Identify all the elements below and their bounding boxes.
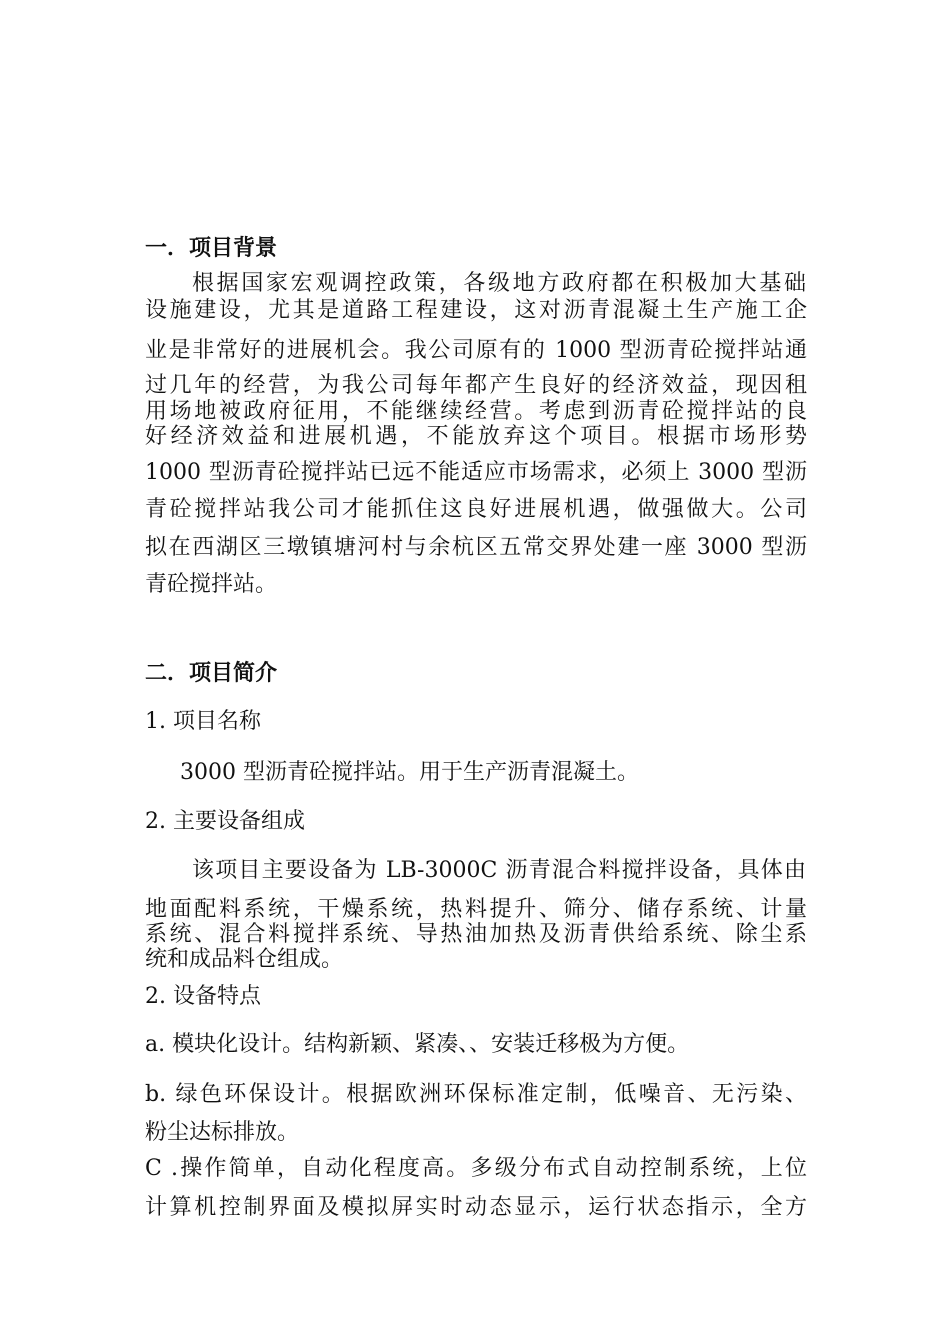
paragraph-line: 好经济效益和进展机遇，不能放弃这个项目。根据市场形势 [145,424,807,449]
feature-c-line: C .操作简单，自动化程度高。多级分布式自动控制系统，上位 [145,1156,807,1181]
paragraph-line: 地面配料系统，干燥系统，热料提升、筛分、储存系统、计量 [145,897,807,922]
paragraph-line: 拟在西湖区三墩镇塘河村与余杭区五常交界处建一座 3000 型沥 [145,535,807,560]
paragraph-line: 青砼搅拌站我公司才能抓住这良好进展机遇，做强做大。公司 [145,497,807,522]
item-2-title: 2. 主要设备组成 [145,809,305,834]
feature-b-line: b. 绿色环保设计。根据欧洲环保标准定制，低噪音、无污染、 [145,1082,807,1107]
feature-a: a. 模块化设计。结构新颖、紧凑、、安装迁移极为方便。 [145,1032,690,1057]
paragraph-line: 根据国家宏观调控政策，各级地方政府都在积极加大基础 [192,271,806,296]
item-3-title: 2. 设备特点 [145,984,261,1009]
item-1-text: 3000 型沥青砼搅拌站。用于生产沥青混凝土。 [180,760,639,785]
feature-b-line: 粉尘达标排放。 [145,1120,300,1145]
item-1-title: 1. 项目名称 [145,709,261,734]
feature-c-line: 计算机控制界面及模拟屏实时动态显示，运行状态指示，全方 [145,1195,807,1220]
section-2-heading: 二．项目简介 [145,660,278,686]
section-1-heading: 一．项目背景 [145,235,278,261]
paragraph-line: 业是非常好的进展机会。我公司原有的 1000 型沥青砼搅拌站通 [145,338,807,363]
paragraph-line: 1000 型沥青砼搅拌站已远不能适应市场需求，必须上 3000 型沥 [145,460,807,485]
paragraph-line: 青砼搅拌站。 [145,572,278,597]
paragraph-line: 统和成品料仓组成。 [145,947,344,972]
paragraph-line: 系统、混合料搅拌系统、导热油加热及沥青供给系统、除尘系 [145,922,807,947]
paragraph-line: 用场地被政府征用，不能继续经营。考虑到沥青砼搅拌站的良 [145,399,807,424]
paragraph-line: 该项目主要设备为 LB-3000C 沥青混合料搅拌设备，具体由 [192,858,806,883]
paragraph-line: 设施建设，尤其是道路工程建设，这对沥青混凝土生产施工企 [145,298,807,323]
paragraph-line: 过几年的经营，为我公司每年都产生良好的经济效益，现因租 [145,373,807,398]
